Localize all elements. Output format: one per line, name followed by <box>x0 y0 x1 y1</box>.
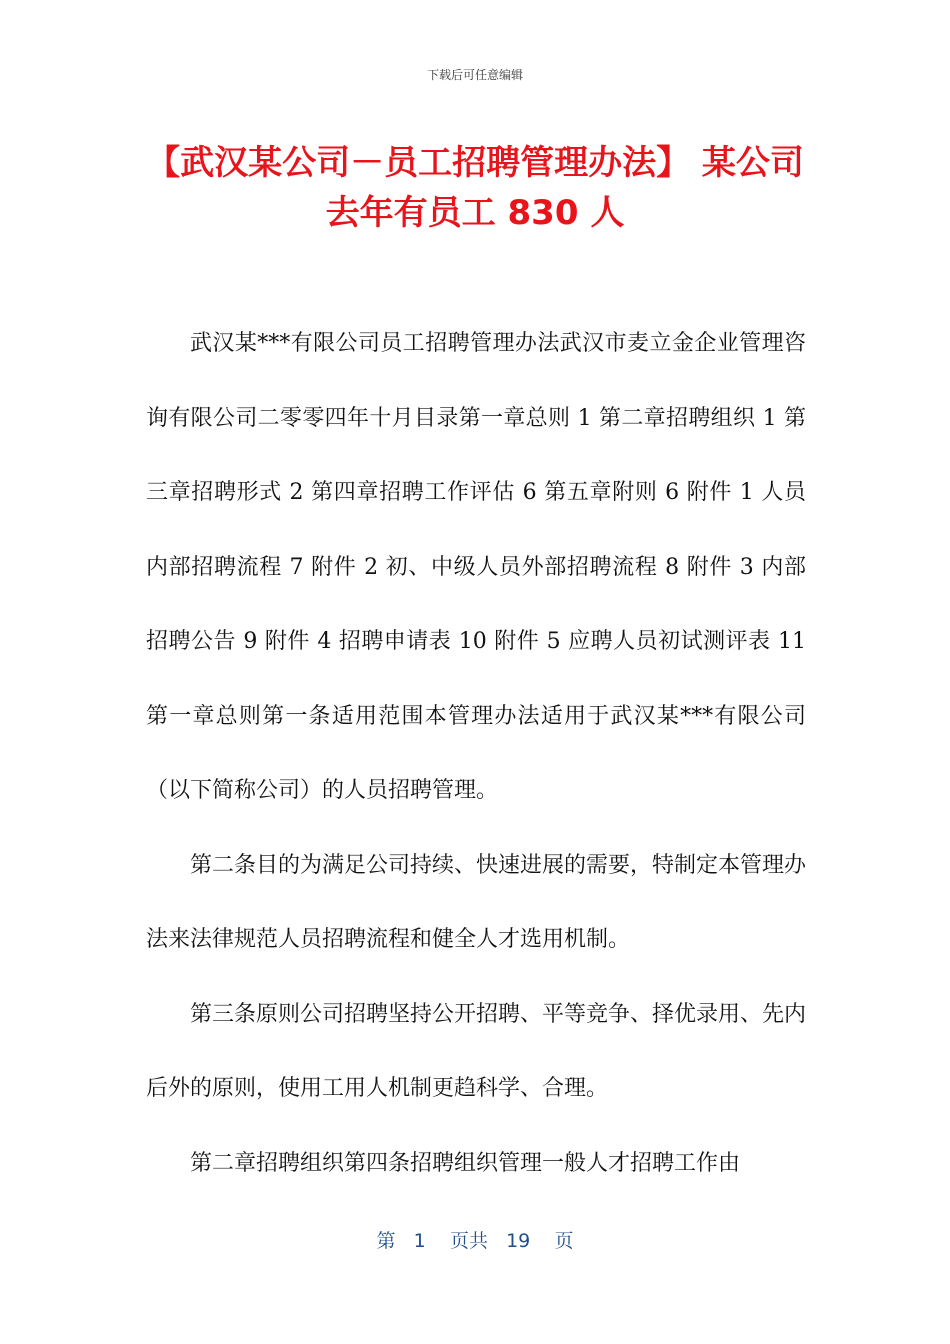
page-number: 1 <box>413 1230 426 1252</box>
paragraph-1: 武汉某***有限公司员工招聘管理办法武汉市麦立金企业管理咨询有限公司二零零四年十月目录第一章总则 1 第二章招聘组织 1 第三章招聘形式 2 第四章招聘工作评估 6 第五章附则 6 附件 1 人员内部招聘流程 7 附件 2 初、中级人员外部招聘流程 8 附件 3 内部招聘公告 9 附件 4 招聘申请表 10 附件 5 应聘人员初试测评表 11 第一章总则第一条适用范围本管理办法适用于武汉某***有限公司（以下简称公司）的人员招聘管理。 <box>146 331 806 803</box>
page-prefix: 第 <box>376 1230 396 1252</box>
document-title-line-2: 去年有员工 830 人 <box>325 193 625 233</box>
header-note: 下载后可任意编辑 <box>426 68 523 82</box>
paragraph-2: 第二条目的为满足公司持续、快速进展的需要，特制定本管理办法来法律规范人员招聘流程和健全人才选用机制。 <box>146 852 807 952</box>
page-suffix: 页 <box>554 1230 574 1252</box>
page-footer <box>0 1226 950 1253</box>
page-total: 19 <box>506 1230 531 1252</box>
paragraph-3: 第三条原则公司招聘坚持公开招聘、平等竞争、择优录用、先内后外的原则，使用工用人机制更趋科学、合理。 <box>146 1001 807 1101</box>
page-middle: 页共 <box>449 1230 488 1252</box>
paragraph-4: 第二章招聘组织第四条招聘组织管理一般人才招聘工作由 <box>190 1150 741 1176</box>
document-title-line-1: 【武汉某公司－员工招聘管理办法】 某公司 <box>146 143 804 183</box>
document-title <box>120 138 830 238</box>
document-body <box>146 307 806 1201</box>
